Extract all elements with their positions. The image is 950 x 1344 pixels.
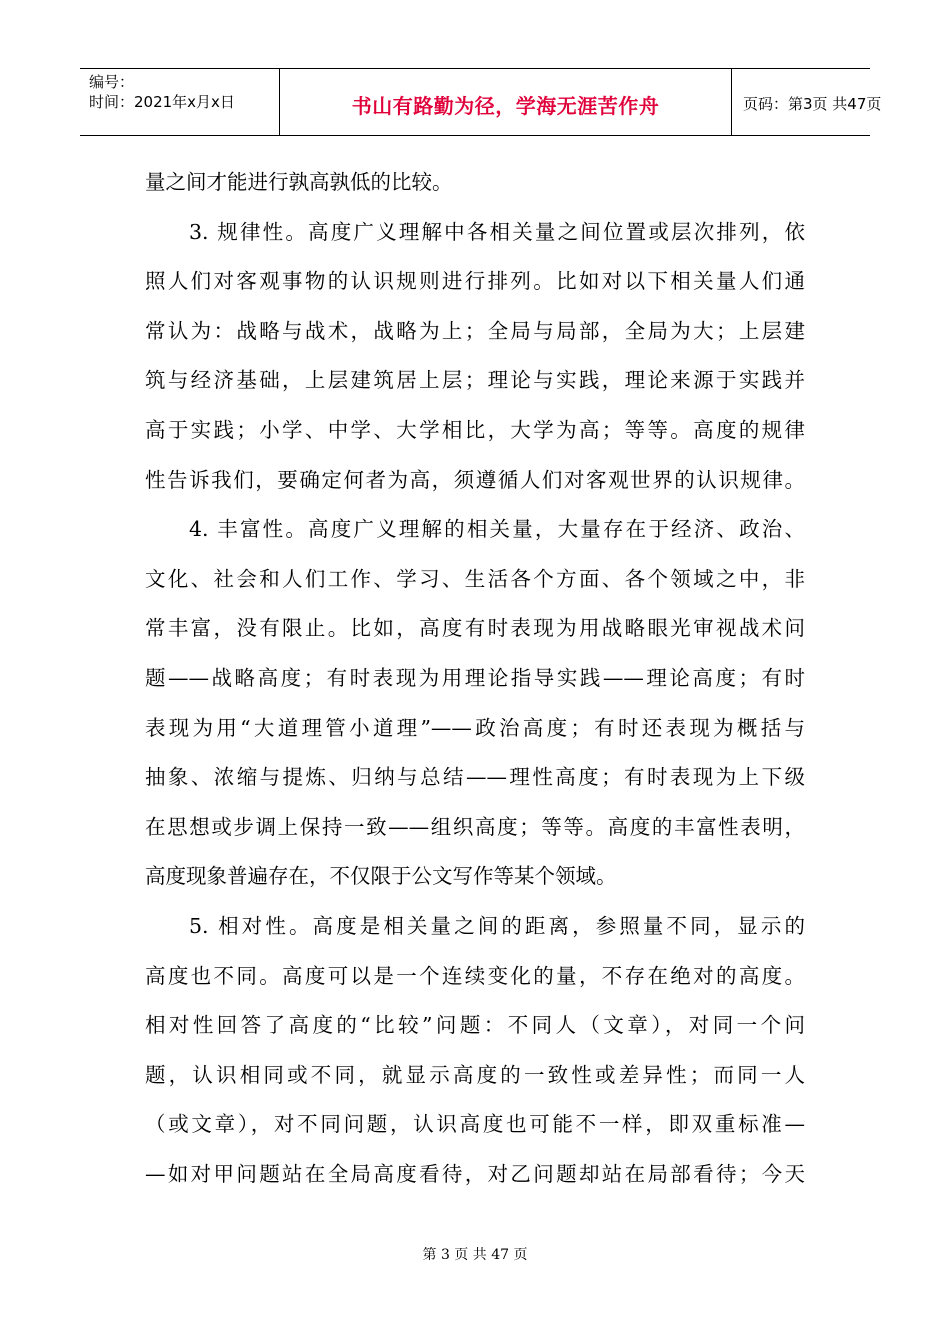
body-line: 文化、社会和人们工作、学习、生活各个方面、各个领域之中，非 <box>145 566 805 591</box>
document-time-label: 时间：2021年x月x日 <box>89 93 235 111</box>
body-line: —如对甲问题站在全局高度看待，对乙问题却站在局部看待；今天 <box>145 1161 805 1186</box>
header-page-cell <box>732 69 882 135</box>
body-line: 3. 规律性。高度广义理解中各相关量之间位置或层次排列，依 <box>189 219 805 244</box>
body-line: （或文章），对不同问题，认识高度也可能不一样，即双重标准— <box>145 1112 805 1137</box>
body-line: 照人们对客观事物的认识规则进行排列。比如对以下相关量人们通 <box>145 269 805 294</box>
body-line: 相对性回答了高度的“比较”问题：不同人（文章），对同一个问 <box>145 1013 805 1038</box>
body-line: 常丰富，没有限止。比如，高度有时表现为用战略眼光审视战术问 <box>145 616 805 641</box>
body-line: 筑与经济基础，上层建筑居上层；理论与实践，理论来源于实践并 <box>145 368 805 393</box>
body-line: 抽象、浓缩与提炼、归纳与总结——理性高度；有时表现为上下级 <box>145 765 805 790</box>
body-line: 性告诉我们，要确定何者为高，须遵循人们对客观世界的认识规律。 <box>145 467 805 492</box>
body-line: 高度现象普遍存在，不仅限于公文写作等某个领域。 <box>145 864 617 889</box>
document-body <box>145 158 805 1199</box>
document-number-label: 编号： <box>89 73 135 91</box>
body-line: 高度也不同。高度可以是一个连续变化的量，不存在绝对的高度。 <box>145 963 805 988</box>
body-line: 5. 相对性。高度是相关量之间的距离，参照量不同，显示的 <box>189 913 805 938</box>
header-info-cell <box>80 69 280 135</box>
body-line: 题，认识相同或不同，就显示高度的一致性或差异性；而同一人 <box>145 1062 805 1087</box>
body-line: 量之间才能进行孰高孰低的比较。 <box>145 170 453 194</box>
body-line: 4. 丰富性。高度广义理解的相关量，大量存在于经济、政治、 <box>189 517 805 542</box>
page-header <box>80 68 882 136</box>
header-motto: 书山有路勤为径，学海无涯苦作舟 <box>351 94 660 118</box>
header-motto-cell <box>280 69 732 135</box>
body-line: 常认为：战略与战术，战略为上；全局与局部，全局为大；上层建 <box>145 318 805 343</box>
body-line: 在思想或步调上保持一致——组织高度；等等。高度的丰富性表明， <box>145 814 805 839</box>
body-line: 题——战略高度；有时表现为用理论指导实践——理论高度；有时 <box>145 665 805 690</box>
header-page-code: 页码：第3页 共47页 <box>743 95 882 113</box>
page-footer: 第 3 页 共 47 页 <box>422 1247 528 1263</box>
body-line: 高于实践；小学、中学、大学相比，大学为高；等等。高度的规律 <box>145 417 805 442</box>
body-line: 表现为用“大道理管小道理”——政治高度；有时还表现为概括与 <box>145 715 805 740</box>
